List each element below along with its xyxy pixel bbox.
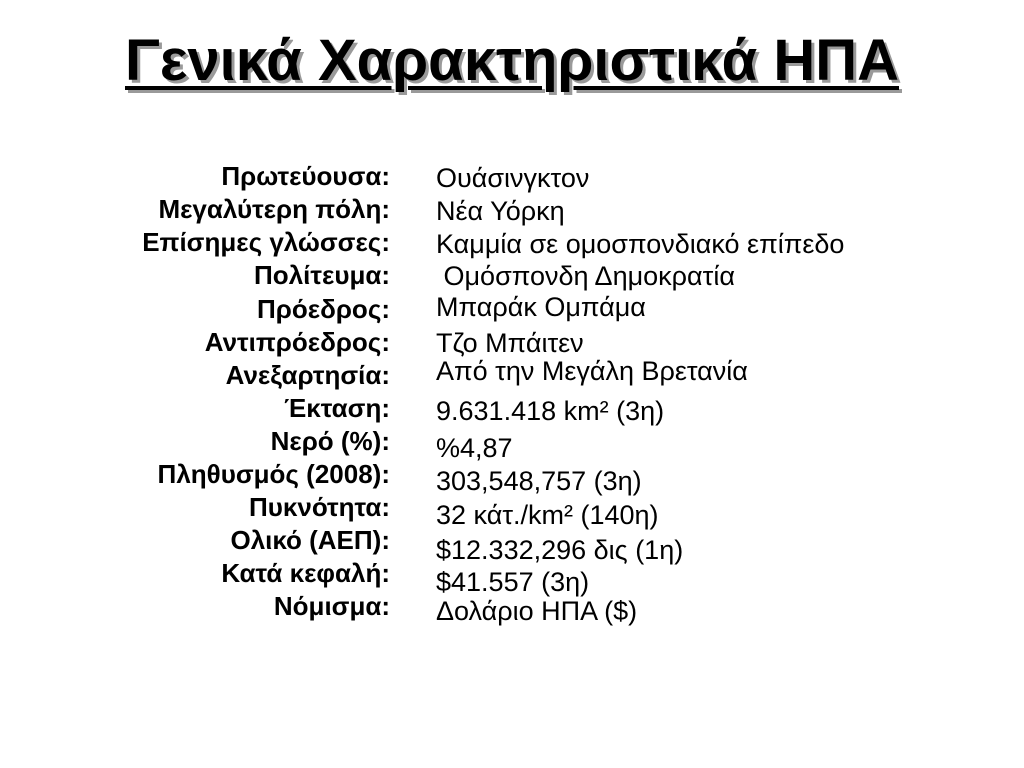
values-column	[436, 0, 1016, 768]
row-value-gdp-total: $12.332,296 δις (1η)	[436, 535, 684, 565]
row-label-government: Πολίτευμα:	[254, 260, 390, 290]
row-label-largest-city: Μεγαλύτερη πόλη:	[158, 194, 390, 224]
row-label-gdp-total: Ολικό (ΑΕΠ):	[230, 525, 390, 555]
row-value-government: Ομόσπονδη Δημοκρατία	[436, 261, 735, 291]
row-value-area: 9.631.418 km² (3η)	[436, 396, 665, 426]
row-value-water: %4,87	[436, 433, 513, 463]
labels-column	[40, 0, 390, 768]
row-label-density: Πυκνότητα:	[248, 492, 390, 522]
row-label-currency: Νόμισμα:	[273, 591, 390, 621]
row-value-density: 32 κάτ./km² (140η)	[436, 500, 659, 530]
slide-title: Γενικά Χαρακτηριστικά ΗΠΑ	[125, 28, 899, 93]
row-label-vice-president: Αντιπρόεδρος:	[204, 327, 390, 357]
row-label-capital: Πρωτεύουσα:	[221, 161, 390, 191]
row-value-population: 303,548,757 (3η)	[436, 466, 642, 496]
row-value-official-languages: Καμμία σε ομοσπονδιακό επίπεδο	[436, 229, 845, 259]
row-value-gdp-per-capita: $41.557 (3η)	[436, 567, 590, 597]
row-label-water: Νερό (%):	[270, 426, 390, 456]
row-label-official-languages: Επίσημες γλώσσες:	[142, 227, 390, 257]
row-value-capital: Ουάσινγκτον	[436, 163, 590, 193]
row-value-largest-city: Νέα Υόρκη	[436, 196, 565, 226]
row-value-vice-president: Τζο Μπάιτεν	[436, 328, 584, 358]
row-label-gdp-per-capita: Κατά κεφαλή:	[221, 558, 390, 588]
row-label-president: Πρόεδρος:	[257, 294, 390, 324]
row-label-area: Έκταση:	[284, 393, 390, 423]
row-label-independence: Ανεξαρτησία:	[225, 360, 390, 390]
row-value-president: Μπαράκ Ομπάμα	[436, 292, 646, 322]
row-label-population: Πληθυσμός (2008):	[157, 459, 390, 489]
row-value-independence: Από την Μεγάλη Βρετανία	[436, 356, 748, 386]
row-value-currency: Δολάριο ΗΠΑ ($)	[436, 596, 638, 626]
